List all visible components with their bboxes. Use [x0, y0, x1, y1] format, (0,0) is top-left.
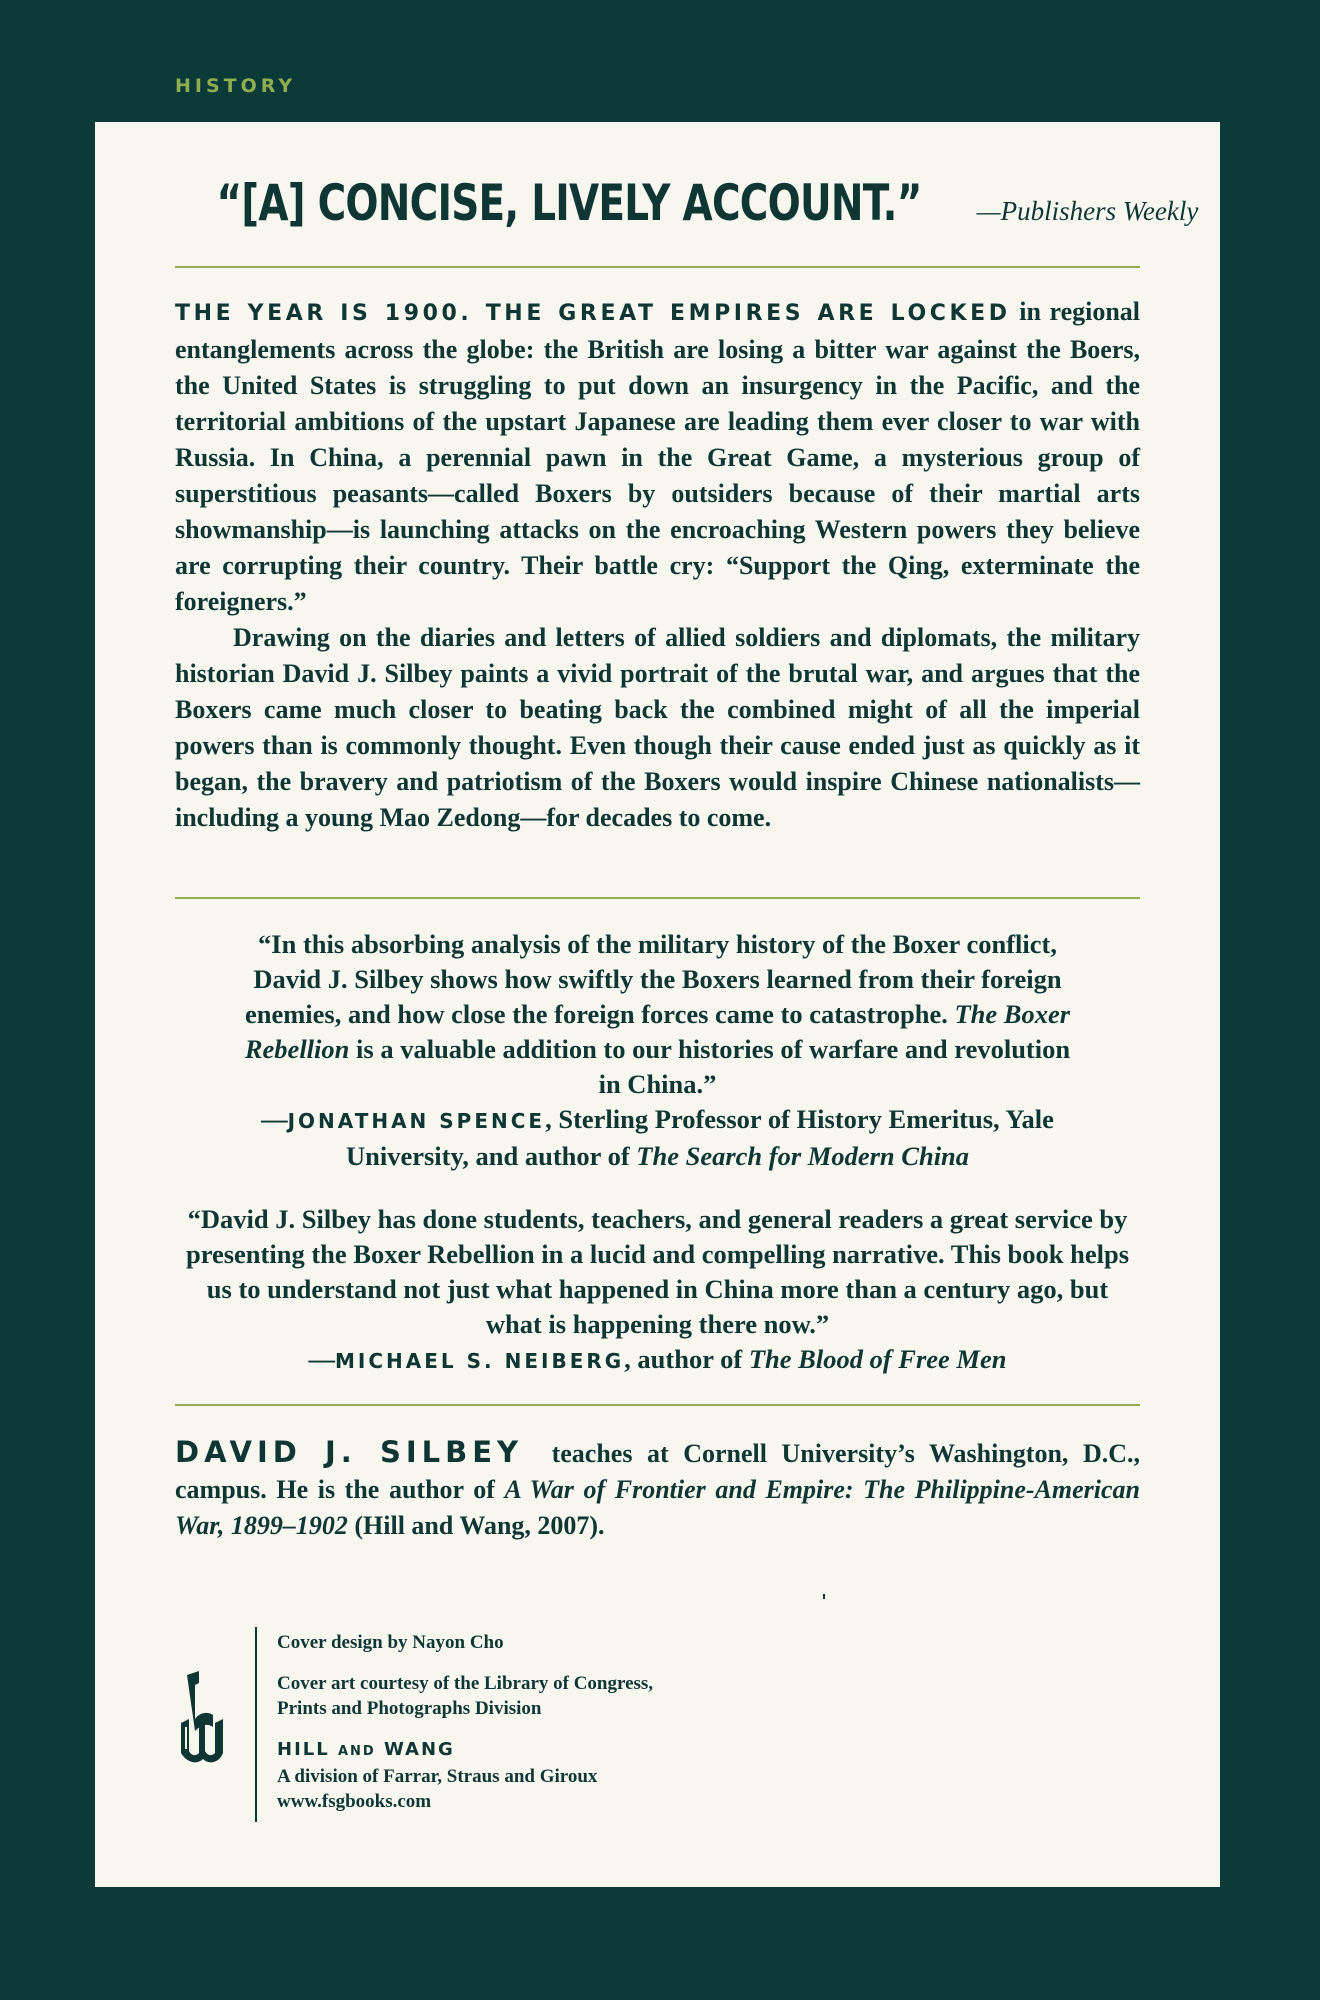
headline-quote-text: “[A] CONCISE, LIVELY ACCOUNT.” [216, 174, 922, 232]
category-label: HISTORY [175, 75, 297, 97]
print-speck [823, 1594, 825, 1599]
author-name: DAVID J. SILBEY [175, 1435, 524, 1469]
blurb-1-attribution-dash: — [261, 1104, 288, 1134]
author-bio-text: teaches at Cornell University’s Washington, D.C., campus. He is the author of [175, 1439, 1141, 1504]
book-description [175, 294, 1140, 836]
divider-rule-top [175, 266, 1140, 268]
review-blurb-neiberg [175, 1202, 1140, 1379]
divider-rule-bottom [175, 1404, 1140, 1406]
review-blurb-spence [175, 927, 1140, 1174]
description-lead-in: THE YEAR IS 1900. THE GREAT EMPIRES ARE LOCKED [175, 301, 1011, 326]
blurb-2-attribution-rest: , author of [624, 1344, 743, 1374]
cover-art-credit-line-2: Prints and Photographs Division [277, 1698, 542, 1719]
publisher-name-part-2: WANG [384, 1739, 455, 1760]
blurb-1-text-end: is a valuable addition to our histories of warfare and revolution in China.” [356, 1034, 1071, 1099]
cover-art-credit-line-1: Cover art courtesy of the Library of Congress, [277, 1673, 654, 1694]
back-cover-panel [95, 122, 1220, 1887]
publisher-division: A division of Farrar, Straus and Giroux [277, 1766, 598, 1787]
cover-art-credit [277, 1671, 653, 1721]
headline-review-quote [95, 174, 1220, 232]
publisher-name [277, 1739, 455, 1760]
blurb-1-reviewer-book: The Search for Modern China [636, 1141, 970, 1171]
hill-and-wang-hw-monogram-icon [173, 1667, 233, 1767]
blurb-1-reviewer-name: JONATHAN SPENCE [287, 1109, 546, 1133]
author-bio-text-end: (Hill and Wang, 2007). [354, 1511, 605, 1540]
publisher-website: www.fsgbooks.com [277, 1791, 432, 1812]
description-paragraph-1-rest: in regional entanglements across the globe: the British are losing a bitter war against the Boers, the United States is struggling to put down an insurgency in the Pacific, and the territorial ambitions of the upstart Japanese are leading them ever closer to war with Russia. In China, a perennial pawn in the Great Game, a mysterious group of superstitious peasants—called Boxers by outsiders because of their martial arts showmanship—is launching attacks on the encroaching Western powers they believe are corrupting their country. Their battle cry: “Support the Qing, exterminate the foreigners.” [175, 297, 1141, 616]
divider-rule-middle [175, 897, 1140, 899]
blurb-2-attribution-dash: — [308, 1344, 336, 1374]
cover-credits [277, 1630, 653, 1814]
blurb-1-text: “In this absorbing analysis of the military history of the Boxer conflict, David J. Silbey shows how swiftly the Boxers learned from their foreign enemies, and how close the foreign forces came to catastrophe. [244, 929, 1062, 1029]
publisher-block [277, 1737, 653, 1814]
headline-quote-source: —Publishers Weekly [976, 196, 1199, 226]
blurb-1-attribution-rest: , Sterling Professor of History Emeritus, Yale University, and author of [345, 1104, 1054, 1171]
blurb-1-book-title: The Boxer Rebellion [244, 999, 1071, 1064]
publisher-name-part-1: HILL [277, 1739, 330, 1760]
author-bio [175, 1434, 1140, 1544]
author-previous-book: A War of Frontier and Empire: The Philippine-American War, 1899–1902 [175, 1475, 1141, 1540]
publisher-name-and: AND [337, 1744, 376, 1759]
blurb-2-text: “David J. Silbey has done students, teachers, and general readers a great service by presenting the Boxer Rebellion in a lucid and compelling narrative. This book helps us to understand not just what happened in China more than a century ago, but what is happening there now.” [185, 1204, 1130, 1339]
description-paragraph-1 [175, 294, 1140, 620]
credits-vertical-rule [255, 1627, 257, 1822]
cover-design-credit: Cover design by Nayon Cho [277, 1632, 504, 1653]
blurb-2-reviewer-name: MICHAEL S. NEIBERG [335, 1349, 625, 1373]
blurb-2-reviewer-book: The Blood of Free Men [748, 1344, 1007, 1374]
description-paragraph-2: Drawing on the diaries and letters of allied soldiers and diplomats, the military historian David J. Silbey paints a vivid portrait of the brutal war, and argues that the Boxers came much closer to beating back the combined might of all the imperial powers than is commonly thought. Even though their cause ended just as quickly as it began, the bravery and patriotism of the Boxers would inspire Chinese nationalists—including a young Mao Zedong—for decades to come. [175, 623, 1140, 832]
